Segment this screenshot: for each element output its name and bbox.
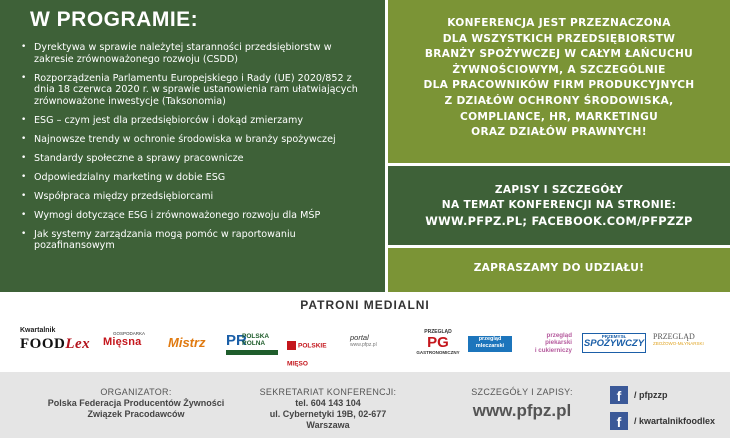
- facebook-link-pfpzzp[interactable]: f / pfpzzp: [610, 386, 720, 406]
- polska-rolna-logo[interactable]: PR POLSKA ROLNA: [226, 332, 278, 358]
- details-heading: SZCZEGÓŁY I ZAPISY:: [471, 387, 573, 397]
- conference-line: DLA WSZYSTKICH PRZEDSIĘBIORSTW: [442, 32, 676, 45]
- przeglad-gastronomiczny-logo[interactable]: PRZEGLĄD PG GASTRONOMICZNY: [416, 329, 460, 355]
- invite-text: ZAPRASZAMY DO UDZIAŁU!: [473, 262, 645, 274]
- bullet-icon: •: [21, 42, 27, 52]
- bullet-icon: •: [21, 190, 27, 201]
- media-patrons-section: [0, 292, 730, 372]
- bullet-icon: •: [21, 133, 27, 144]
- conference-line: ORAZ DZIAŁÓW PRAWNYCH!: [471, 126, 647, 139]
- conference-line: DLA PRACOWNIKÓW FIRM PRODUKCYJNYCH: [423, 79, 695, 92]
- bullet-icon: •: [21, 228, 27, 239]
- foodlex-logo[interactable]: Kwartalnik FOODLex: [20, 327, 91, 352]
- details-url-link[interactable]: www.pfpz.pl: [472, 401, 572, 420]
- secretariat-address: ul. Cybernetyki 19B, 02-677 Warszawa: [269, 409, 387, 430]
- program-item: • Jak systemy zarządzania mogą pomóc w raportowaniu pozafinansowym: [21, 228, 296, 252]
- facebook-icon: f: [610, 412, 628, 430]
- przeglad-mleczarski-logo[interactable]: przegląd mleczarski: [468, 336, 512, 352]
- logo-stripe: [226, 350, 278, 355]
- facebook-icon: f: [610, 386, 628, 404]
- conference-line: KONFERENCJA JEST PRZEZNACZONA: [447, 17, 671, 29]
- program-item: • Dyrektywa w sprawie należytej staranności przedsiębiorstw w zakresie zrównoważonego rozwoju (CSDD): [21, 42, 332, 65]
- bullet-icon: •: [21, 209, 27, 220]
- details-block: [448, 387, 596, 422]
- bullet-icon: •: [21, 114, 27, 125]
- bullet-icon: •: [21, 72, 27, 83]
- program-item: • Najnowsze trendy w ochronie środowiska w branży spożywczej: [21, 133, 336, 145]
- conference-line: BRANŻY SPOŻYWCZEJ W CAŁYM ŁAŃCUCHU: [424, 48, 694, 61]
- program-item: • Standardy społeczne a sprawy pracownicze: [21, 152, 244, 164]
- conference-line: ŻYWNOŚCIOWYM, A SZCZEGÓLNIE: [452, 63, 666, 76]
- program-item: • Odpowiedzialny marketing w dobie ESG: [21, 171, 226, 183]
- secretariat-block: [248, 387, 408, 431]
- patrons-title: PATRONI MEDIALNI: [300, 298, 430, 312]
- bullet-icon: •: [21, 171, 27, 182]
- signup-panel: [388, 166, 730, 248]
- footer: [0, 372, 730, 438]
- program-list: [12, 42, 373, 252]
- program-item: • Współpraca między przedsiębiorcami: [21, 190, 214, 202]
- conference-audience-panel: [388, 0, 730, 166]
- gospodarka-miesna-logo[interactable]: GOSPODARKA Mięsna: [103, 331, 146, 348]
- organizer-heading: ORGANIZATOR:: [100, 387, 172, 397]
- secretariat-heading: SEKRETARIAT KONFERENCJI:: [259, 387, 397, 397]
- przemysl-spozywczy-logo[interactable]: PRZEMYSŁ SPOŻYWCZY: [582, 333, 646, 353]
- program-title: W PROGRAMIE:: [30, 8, 199, 31]
- signup-subheading: NA TEMAT KONFERENCJI NA STRONIE:: [441, 199, 677, 212]
- mistrz-logo[interactable]: Mistrz: [168, 335, 206, 350]
- organizer-subname: Związek Pracodawców: [87, 409, 185, 419]
- przeglad-piekarski-logo[interactable]: przegląd piekarski i cukierniczy: [534, 332, 572, 354]
- signup-urls[interactable]: WWW.PFPZ.PL; FACEBOOK.COM/PFPZZP: [425, 213, 693, 228]
- program-item: • ESG – czym jest dla przedsiębiorców i dokąd zmierzamy: [21, 114, 304, 126]
- conference-line: Z DZIAŁÓW OCHRONY ŚRODOWISKA,: [444, 94, 674, 107]
- program-item: • Rozporządzenia Parlamentu Europejskiego i Rady (UE) 2020/852 z dnia 18 czerwca 2020 r. w sprawie ustanowienia ram ułatwiających zrównoważone inwestycje (Taksonomia): [21, 72, 358, 107]
- portal-logo[interactable]: portal www.pfpz.pl: [350, 333, 377, 348]
- organizer-block: [22, 387, 250, 420]
- conference-line: COMPLIANCE, HR, MARKETINGU: [460, 110, 658, 123]
- program-item: • Wymogi dotyczące ESG i zrównoważonego rozwoju dla MŚP: [21, 209, 321, 221]
- bullet-icon: •: [21, 152, 27, 163]
- organizer-name: Polska Federacja Producentów Żywności: [47, 398, 225, 408]
- przeglad-zbozowo-mlynarski-logo[interactable]: PRZEGLĄD ZBOŻOWO-MŁYNARSKI: [653, 332, 704, 346]
- polskie-mieso-logo[interactable]: POLSKIE MIĘSO: [287, 342, 327, 368]
- invite-panel: [388, 248, 730, 292]
- signup-heading: ZAPISY I SZCZEGÓŁY: [494, 184, 624, 196]
- secretariat-phone[interactable]: tel. 604 143 104: [295, 398, 361, 408]
- facebook-link-kwartalnikfoodlex[interactable]: f / kwartalnikfoodlex: [610, 412, 720, 432]
- program-panel: [0, 0, 388, 292]
- flag-icon: [287, 341, 296, 350]
